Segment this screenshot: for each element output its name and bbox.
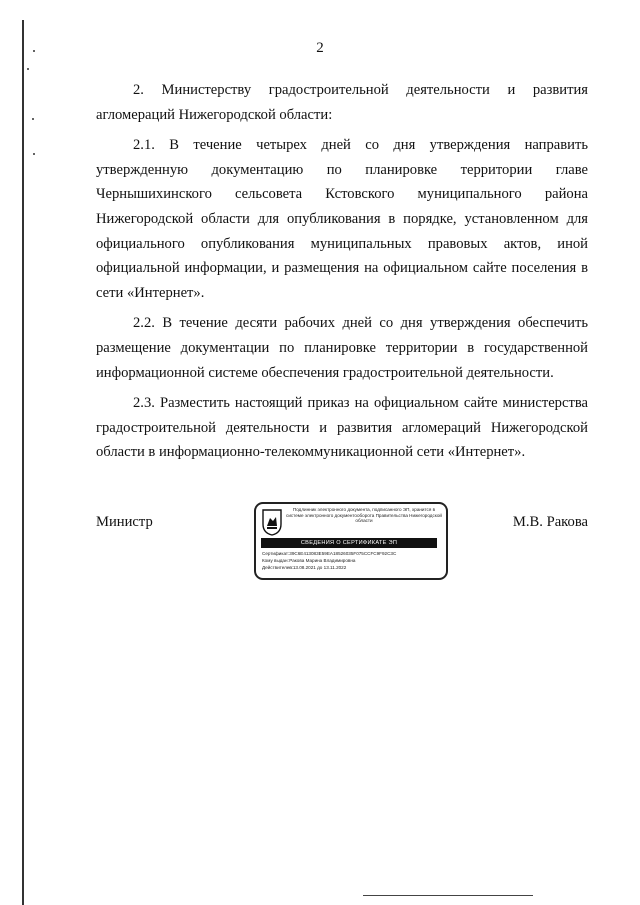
esig-validity-label: Действителен: — [262, 565, 294, 570]
document-body — [96, 78, 588, 471]
signature-block — [96, 507, 588, 590]
esig-certificate-value: 39C6E413083E59EA18526035F075CCFC9F92C3C — [289, 551, 397, 556]
signatory-name: М.В. Ракова — [512, 514, 588, 530]
signatory-title: Министр — [96, 514, 153, 530]
esig-issued-to-value: Ракова Марина Владимировна — [289, 558, 356, 563]
esig-banner: СВЕДЕНИЯ О СЕРТИФИКАТЕ ЭП — [261, 538, 437, 548]
coat-of-arms-icon — [262, 509, 282, 536]
esig-issued-to — [262, 558, 440, 564]
electronic-signature-stamp — [254, 502, 448, 580]
scan-speck — [27, 68, 29, 70]
footer-rule — [363, 895, 533, 896]
esig-issued-to-label: Кому выдан: — [262, 558, 289, 563]
scan-speck — [33, 153, 35, 155]
esig-validity — [262, 565, 440, 571]
esig-certificate — [262, 551, 440, 557]
page-number: 2 — [316, 40, 324, 56]
esig-certificate-label: Сертификат: — [262, 551, 290, 556]
esig-notice: Подлинник электронного документа, подписанного ЭП, хранится в системе электронного документооборота Правительства Нижегородской области — [286, 507, 442, 524]
paragraph: 2.1. В течение четырех дней со дня утверждения направить утвержденную документацию по планировке территории главе Чернышихинского сельсовета Кстовского муниципального района Нижегородской области для опубликования в порядке, установленном для официального опубликования муниципальных правовых актов, иной официальной информации, и размещения на официальном сайте поселения в сети «Интернет». — [96, 137, 588, 301]
paragraph: 2.3. Разместить настоящий приказ на официальном сайте министерства градостроительной деятельности и развития агломераций Нижегородской области в информационно-телекоммуникационной сети «Интернет». — [96, 395, 588, 461]
paragraph: 2. Министерству градостроительной деятельности и развития агломераций Нижегородской области: — [96, 82, 588, 123]
scan-margin-line — [22, 20, 24, 905]
scan-speck — [32, 118, 34, 120]
esig-validity-value: с 13.08.2021 до 13.11.2022 — [289, 565, 347, 570]
paragraph: 2.2. В течение десяти рабочих дней со дня утверждения обеспечить размещение документации по планировке территории в государственной информационной системе обеспечения градостроительной деятельности. — [96, 315, 588, 381]
